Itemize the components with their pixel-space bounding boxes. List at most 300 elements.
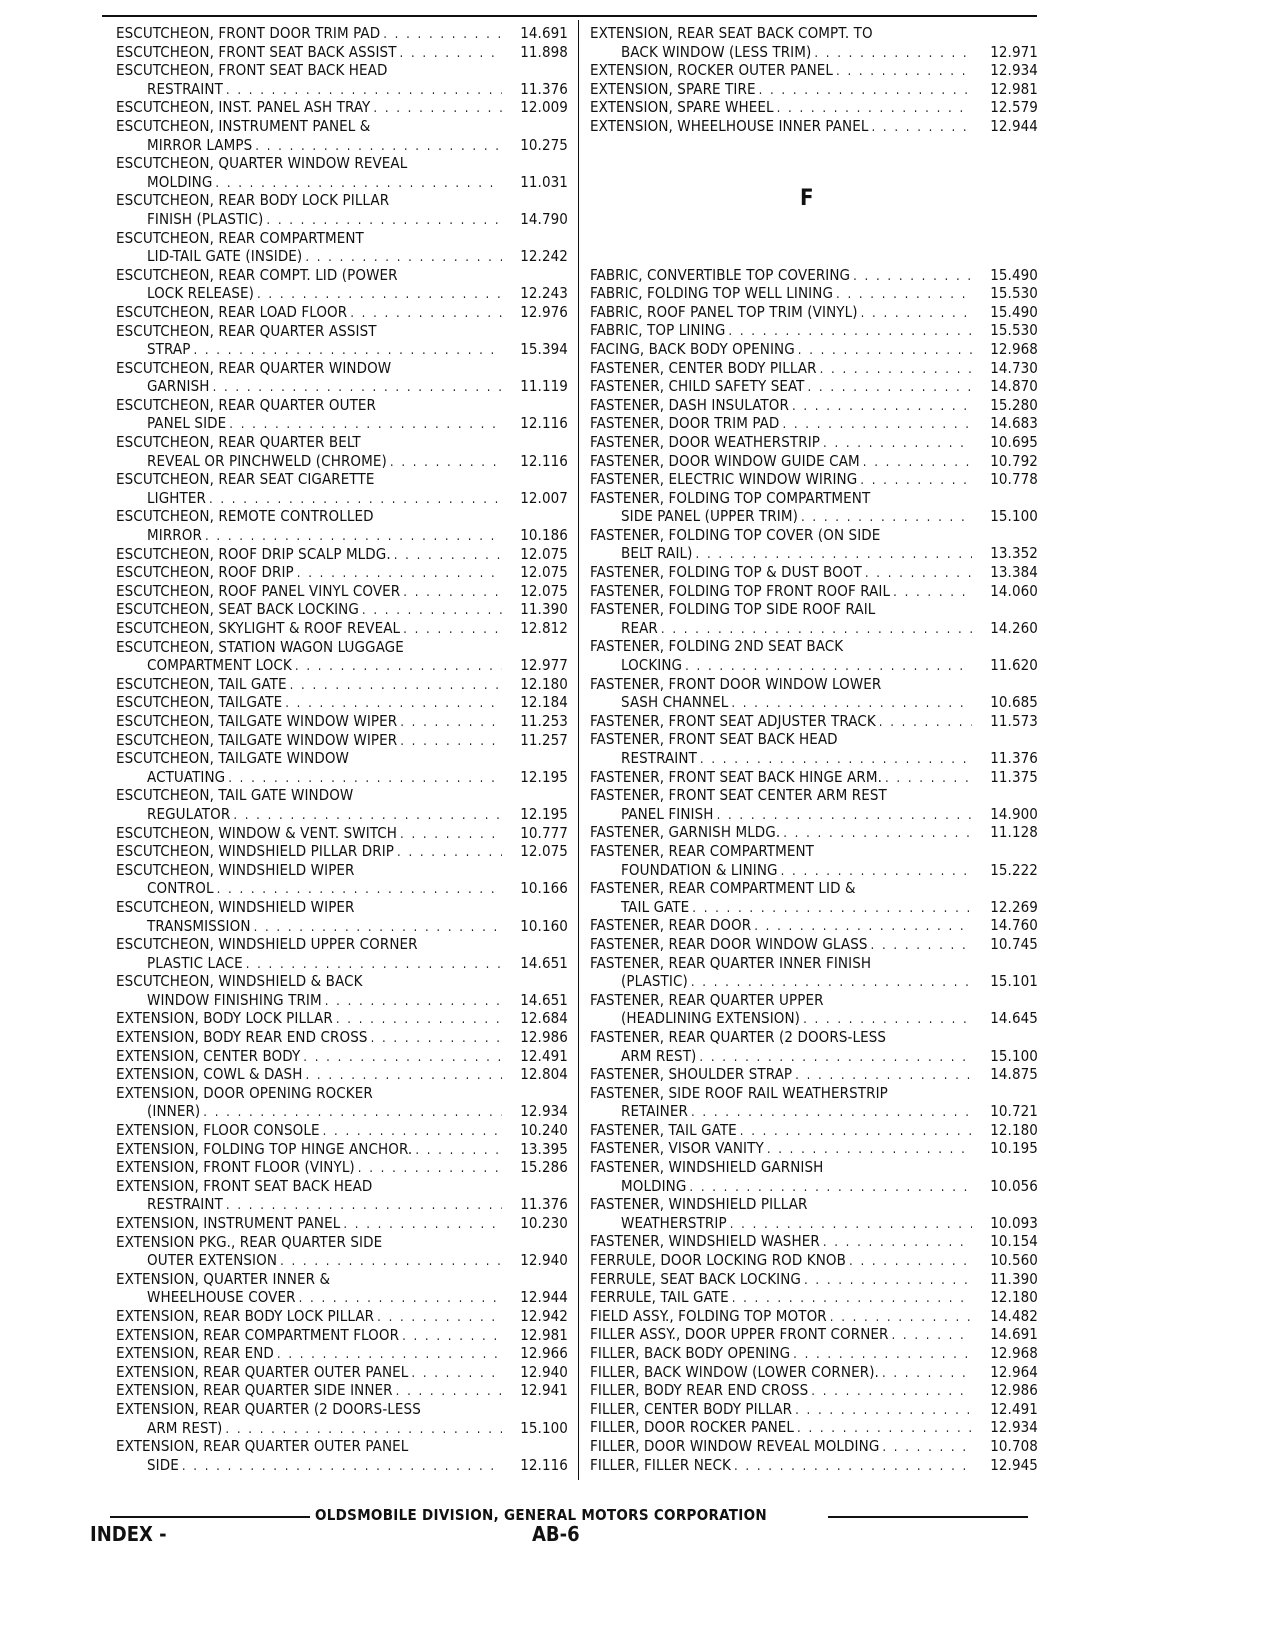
reference-number: 15.100 xyxy=(520,1418,568,1437)
index-entry xyxy=(590,1325,1038,1344)
reference-number: 12.942 xyxy=(520,1306,568,1325)
dot-leader xyxy=(699,1049,972,1066)
reference-number: 11.620 xyxy=(990,656,1038,675)
entry-text: FILLER ASSY., DOOR UPPER FRONT CORNER xyxy=(590,1325,889,1344)
entry-text: EXTENSION, REAR END xyxy=(116,1344,274,1363)
entry-heading-line xyxy=(116,24,568,43)
entry-text: REGULATOR xyxy=(147,804,231,823)
dot-leader xyxy=(182,1458,502,1475)
reference-number: 12.075 xyxy=(520,563,568,582)
entry-continuation-line xyxy=(116,489,568,508)
entry-text: ESCUTCHEON, FRONT DOOR TRIM PAD xyxy=(116,24,381,42)
dot-leader xyxy=(255,138,502,155)
entry-continuation-line xyxy=(116,768,568,787)
entry-heading-line xyxy=(116,898,568,917)
index-entry xyxy=(590,1400,1038,1419)
entry-heading-line xyxy=(590,1158,1038,1177)
dot-leader xyxy=(689,1179,972,1196)
index-entry xyxy=(116,749,568,786)
entry-text: FASTENER, VISOR VANITY xyxy=(590,1139,764,1158)
dot-leader xyxy=(305,1067,502,1084)
entry-text: FASTENER, REAR QUARTER UPPER xyxy=(590,990,824,1009)
dot-leader xyxy=(336,1011,502,1028)
dot-leader xyxy=(305,249,502,266)
entry-text: EXTENSION, FRONT FLOOR (VINYL) xyxy=(116,1158,355,1177)
index-entry xyxy=(116,786,568,823)
entry-text: ESCUTCHEON, WINDSHIELD & BACK xyxy=(116,972,363,991)
entry-continuation-line xyxy=(116,1195,568,1214)
entry-continuation-line xyxy=(590,805,1038,824)
index-entry xyxy=(590,24,1038,61)
index-entry xyxy=(590,935,1038,954)
reference-number: 12.804 xyxy=(520,1065,568,1084)
dot-leader xyxy=(297,565,502,582)
reference-number: 11.257 xyxy=(520,730,568,749)
index-entry xyxy=(590,1139,1038,1158)
entry-text: STRAP xyxy=(147,340,191,359)
index-entry xyxy=(590,117,1038,136)
index-entry xyxy=(590,284,1038,303)
entry-heading-line xyxy=(116,507,568,526)
entry-heading-line xyxy=(590,1344,1038,1363)
entry-heading-line xyxy=(116,619,568,638)
dot-leader xyxy=(402,1328,502,1345)
reference-number: 14.060 xyxy=(990,581,1038,600)
entry-text: FILLER, DOOR ROCKER PANEL xyxy=(590,1418,795,1437)
entry-heading-line xyxy=(590,1307,1038,1326)
entry-text: ESCUTCHEON, REAR QUARTER BELT xyxy=(116,433,361,452)
index-entry xyxy=(590,563,1038,582)
dot-leader xyxy=(229,416,502,433)
entry-heading-line xyxy=(590,1121,1038,1140)
index-entry xyxy=(116,1009,568,1028)
entry-heading-line xyxy=(116,1400,568,1419)
entry-heading-line xyxy=(590,414,1038,433)
reference-number: 10.695 xyxy=(990,432,1038,451)
entry-heading-line xyxy=(590,80,1038,99)
reference-number: 12.981 xyxy=(990,79,1038,98)
dot-leader xyxy=(717,807,972,824)
index-entry xyxy=(116,1121,568,1140)
dot-leader xyxy=(254,919,502,936)
dot-leader xyxy=(861,305,972,322)
index-entry xyxy=(590,303,1038,322)
entry-text: PLASTIC LACE xyxy=(147,953,243,972)
reference-number: 12.986 xyxy=(990,1381,1038,1400)
entry-heading-line xyxy=(590,61,1038,80)
entry-heading-line xyxy=(116,191,568,210)
index-entry xyxy=(590,991,1038,1028)
reference-number: 10.708 xyxy=(990,1436,1038,1455)
reference-number: 13.395 xyxy=(520,1139,568,1158)
index-entry xyxy=(116,433,568,470)
index-entry xyxy=(590,470,1038,489)
entry-continuation-line xyxy=(116,284,568,303)
dot-leader xyxy=(782,416,972,433)
entry-text: RETAINER xyxy=(621,1102,688,1121)
reference-number: 14.790 xyxy=(520,209,568,228)
reference-number: 12.007 xyxy=(520,488,568,507)
dot-leader xyxy=(808,379,973,396)
entry-text: EXTENSION, REAR COMPARTMENT FLOOR xyxy=(116,1325,400,1344)
entry-continuation-line xyxy=(590,656,1038,675)
reference-number: 15.101 xyxy=(990,972,1038,991)
entry-text: EXTENSION, REAR QUARTER OUTER PANEL xyxy=(116,1362,409,1381)
entry-text: FASTENER, FRONT SEAT CENTER ARM REST xyxy=(590,786,887,805)
dot-leader xyxy=(228,770,502,787)
entry-text: FASTENER, WINDSHIELD PILLAR xyxy=(590,1195,808,1214)
index-entry xyxy=(116,1028,568,1047)
index-entry xyxy=(116,117,568,154)
entry-continuation-line xyxy=(116,80,568,99)
reference-number: 10.154 xyxy=(990,1232,1038,1251)
reference-number: 12.269 xyxy=(990,897,1038,916)
entry-heading-line xyxy=(590,768,1038,787)
entry-heading-line xyxy=(590,1084,1038,1103)
reference-number: 12.195 xyxy=(520,767,568,786)
index-entry xyxy=(116,1344,568,1363)
entry-heading-line xyxy=(590,470,1038,489)
entry-heading-line xyxy=(116,600,568,619)
reference-number: 10.777 xyxy=(520,823,568,842)
dot-leader xyxy=(759,82,972,99)
entry-heading-line xyxy=(116,1121,568,1140)
entry-text: (PLASTIC) xyxy=(621,972,688,991)
entry-heading-line xyxy=(590,1195,1038,1214)
entry-text: ESCUTCHEON, INST. PANEL ASH TRAY xyxy=(116,98,371,117)
reference-number: 15.490 xyxy=(990,265,1038,284)
dot-leader xyxy=(849,1253,972,1270)
entry-heading-line xyxy=(116,303,568,322)
dot-leader xyxy=(400,714,502,731)
entry-text: FASTENER, FRONT DOOR WINDOW LOWER xyxy=(590,674,882,693)
reference-number: 11.031 xyxy=(520,172,568,191)
entry-text: ESCUTCHEON, REAR QUARTER ASSIST xyxy=(116,321,377,340)
index-entry xyxy=(590,1251,1038,1270)
reference-number: 12.934 xyxy=(990,1418,1038,1437)
entry-heading-line xyxy=(590,1418,1038,1437)
reference-number: 14.645 xyxy=(990,1009,1038,1028)
entry-heading-line xyxy=(116,861,568,880)
reference-number: 14.691 xyxy=(520,24,568,42)
entry-heading-line xyxy=(590,1139,1038,1158)
entry-text: EXTENSION, FOLDING TOP HINGE ANCHOR. xyxy=(116,1139,413,1158)
dot-leader xyxy=(865,565,972,582)
entry-continuation-line xyxy=(590,1102,1038,1121)
entry-heading-line xyxy=(590,675,1038,694)
dot-leader xyxy=(394,547,502,564)
section-letter: F xyxy=(800,186,814,211)
dot-leader xyxy=(781,863,972,880)
entry-heading-line xyxy=(590,954,1038,973)
entry-text: ESCUTCHEON, FRONT SEAT BACK ASSIST xyxy=(116,42,397,61)
entry-text: FACING, BACK BODY OPENING xyxy=(590,339,795,358)
entry-text: FASTENER, FOLDING TOP COVER (ON SIDE xyxy=(590,525,881,544)
dot-leader xyxy=(830,1309,972,1326)
entry-heading-line xyxy=(116,322,568,341)
dot-leader xyxy=(277,1346,502,1363)
dot-leader xyxy=(792,398,972,415)
reference-number: 14.870 xyxy=(990,377,1038,396)
entry-continuation-line xyxy=(590,619,1038,638)
entry-heading-line xyxy=(590,1065,1038,1084)
entry-text: REVEAL OR PINCHWELD (CHROME) xyxy=(147,451,387,470)
entry-text: ESCUTCHEON, QUARTER WINDOW REVEAL xyxy=(116,154,408,173)
entry-text: EXTENSION, COWL & DASH xyxy=(116,1065,303,1084)
entry-text: EXTENSION, INSTRUMENT PANEL xyxy=(116,1214,341,1232)
entry-heading-line xyxy=(590,359,1038,378)
entry-text: FILLER, BACK BODY OPENING xyxy=(590,1344,791,1362)
index-entry xyxy=(590,823,1038,842)
dot-leader xyxy=(295,658,502,675)
entry-heading-line xyxy=(590,823,1038,842)
index-entry xyxy=(116,824,568,843)
index-entry xyxy=(116,861,568,898)
index-entry xyxy=(116,396,568,433)
entry-text: FASTENER, REAR QUARTER (2 DOORS-LESS xyxy=(590,1027,887,1046)
entry-text: ESCUTCHEON, TAIL GATE WINDOW xyxy=(116,786,354,805)
reference-number: 14.260 xyxy=(990,618,1038,637)
reference-number: 12.009 xyxy=(520,98,568,117)
reference-number: 12.116 xyxy=(520,451,568,470)
index-entry xyxy=(116,1084,568,1121)
entry-text: RESTRAINT xyxy=(147,1195,223,1214)
entry-text: ESCUTCHEON, ROOF PANEL VINYL COVER xyxy=(116,581,401,600)
index-entry xyxy=(116,600,568,619)
index-entry xyxy=(590,1307,1038,1326)
reference-number: 14.875 xyxy=(990,1065,1038,1084)
reference-number: 10.230 xyxy=(520,1214,568,1232)
index-entry xyxy=(590,396,1038,415)
entry-text: FABRIC, CONVERTIBLE TOP COVERING xyxy=(590,265,851,284)
reference-number: 12.940 xyxy=(520,1362,568,1381)
entry-continuation-line xyxy=(116,526,568,545)
index-entry xyxy=(590,1270,1038,1289)
entry-continuation-line xyxy=(116,210,568,229)
entry-text: RESTRAINT xyxy=(147,79,223,98)
dot-leader xyxy=(860,472,972,489)
reference-number: 12.976 xyxy=(520,302,568,321)
entry-text: FASTENER, REAR COMPARTMENT xyxy=(590,841,815,860)
entry-heading-line xyxy=(590,1437,1038,1456)
index-entry xyxy=(590,916,1038,935)
index-entry xyxy=(590,1158,1038,1195)
index-entry xyxy=(116,935,568,972)
index-entry xyxy=(116,303,568,322)
index-entry xyxy=(590,954,1038,991)
index-entry xyxy=(590,1065,1038,1084)
reference-number: 12.968 xyxy=(990,1344,1038,1362)
dot-leader xyxy=(797,1420,972,1437)
index-entry xyxy=(590,266,1038,285)
entry-heading-line xyxy=(116,154,568,173)
dot-leader xyxy=(734,1458,972,1475)
entry-heading-line xyxy=(590,1028,1038,1047)
dot-leader xyxy=(728,323,972,340)
entry-heading-line xyxy=(590,879,1038,898)
entry-text: FILLER, BACK WINDOW (LOWER CORNER). xyxy=(590,1362,879,1381)
dot-leader xyxy=(193,342,502,359)
entry-heading-line xyxy=(590,433,1038,452)
entry-heading-line xyxy=(116,1140,568,1159)
entry-heading-line xyxy=(590,526,1038,545)
dot-leader xyxy=(371,1030,502,1047)
dot-leader xyxy=(823,435,972,452)
reference-number: 12.977 xyxy=(520,656,568,675)
entry-text: WEATHERSTRIP xyxy=(621,1213,727,1232)
entry-text: ESCUTCHEON, ROOF DRIP xyxy=(116,563,294,582)
reference-number: 15.530 xyxy=(990,284,1038,303)
entry-text: ESCUTCHEON, TAILGATE WINDOW WIPER xyxy=(116,711,398,730)
index-entry xyxy=(116,619,568,638)
reference-number: 10.166 xyxy=(520,879,568,898)
index-entry xyxy=(116,712,568,731)
entry-text: ESCUTCHEON, REAR LOAD FLOOR xyxy=(116,302,348,321)
reference-number: 12.945 xyxy=(990,1455,1038,1474)
entry-text: FASTENER, FRONT SEAT BACK HINGE ARM. xyxy=(590,767,882,786)
entry-heading-line xyxy=(116,731,568,750)
entry-text: SIDE PANEL (UPPER TRIM) xyxy=(621,507,798,526)
dot-leader xyxy=(377,1309,502,1326)
reference-number: 12.180 xyxy=(990,1120,1038,1139)
dot-leader xyxy=(732,1290,972,1307)
dot-leader xyxy=(814,45,972,62)
entry-text: FERRULE, TAIL GATE xyxy=(590,1288,729,1307)
dot-leader xyxy=(754,918,972,935)
reference-number: 12.934 xyxy=(990,61,1038,80)
entry-text: ESCUTCHEON, REAR COMPT. LID (POWER xyxy=(116,265,398,284)
entry-text: ESCUTCHEON, TAILGATE xyxy=(116,693,283,712)
index-entry xyxy=(116,24,568,43)
dot-leader xyxy=(213,379,502,396)
reference-number: 10.240 xyxy=(520,1121,568,1140)
entry-continuation-line xyxy=(116,954,568,973)
entry-text: FINISH (PLASTIC) xyxy=(147,209,264,228)
entry-continuation-line xyxy=(116,1102,568,1121)
index-entry xyxy=(116,229,568,266)
entry-text: ESCUTCHEON, WINDSHIELD PILLAR DRIP xyxy=(116,842,395,861)
entry-heading-line xyxy=(590,991,1038,1010)
dot-leader xyxy=(661,621,972,638)
entry-text: FASTENER, REAR COMPARTMENT LID & xyxy=(590,879,856,898)
reference-number: 11.898 xyxy=(520,42,568,61)
right-column xyxy=(590,24,1038,1474)
entry-text: BACK WINDOW (LESS TRIM) xyxy=(621,42,812,61)
index-entry xyxy=(116,1065,568,1084)
dot-leader xyxy=(804,1272,972,1289)
entry-text: FASTENER, DOOR WINDOW GUIDE CAM xyxy=(590,451,860,470)
index-entry xyxy=(590,675,1038,712)
entry-heading-line xyxy=(116,935,568,954)
index-entry xyxy=(590,637,1038,674)
footer-rule-left xyxy=(110,1516,310,1518)
entry-text: MIRROR xyxy=(147,526,202,545)
dot-leader xyxy=(217,881,502,898)
entry-text: ESCUTCHEON, WINDSHIELD WIPER xyxy=(116,897,355,916)
dot-leader xyxy=(783,825,972,842)
entry-text: FERRULE, SEAT BACK LOCKING xyxy=(590,1269,801,1288)
entry-text: ESCUTCHEON, TAILGATE WINDOW WIPER xyxy=(116,730,398,749)
reference-number: 12.242 xyxy=(520,247,568,266)
entry-heading-line xyxy=(590,1232,1038,1251)
entry-text: FABRIC, TOP LINING xyxy=(590,321,726,340)
reference-number: 12.966 xyxy=(520,1344,568,1363)
dot-leader xyxy=(685,658,972,675)
reference-number: 13.352 xyxy=(990,544,1038,563)
dot-leader xyxy=(820,361,972,378)
dot-leader xyxy=(777,100,972,117)
entry-text: ESCUTCHEON, SKYLIGHT & ROOF REVEAL xyxy=(116,619,401,637)
entry-heading-line xyxy=(116,1084,568,1103)
entry-text: LOCKING xyxy=(621,656,683,675)
reference-number: 15.490 xyxy=(990,302,1038,321)
index-entry xyxy=(116,1326,568,1345)
entry-heading-line xyxy=(116,1214,568,1233)
reference-number: 11.573 xyxy=(990,711,1038,730)
index-entry xyxy=(116,1400,568,1437)
index-entry xyxy=(590,712,1038,731)
index-entry xyxy=(590,377,1038,396)
dot-leader xyxy=(350,305,502,322)
entry-text: FASTENER, GARNISH MLDG. xyxy=(590,823,781,842)
reference-number: 12.243 xyxy=(520,284,568,303)
reference-number: 15.286 xyxy=(520,1158,568,1177)
index-entry xyxy=(116,1381,568,1400)
index-entry xyxy=(590,98,1038,117)
entry-heading-line xyxy=(116,1177,568,1196)
dot-leader xyxy=(400,45,502,62)
dot-leader xyxy=(373,100,502,117)
entry-text: ESCUTCHEON, SEAT BACK LOCKING xyxy=(116,600,359,619)
reference-number: 15.530 xyxy=(990,321,1038,340)
reference-number: 14.691 xyxy=(990,1325,1038,1344)
entry-heading-line xyxy=(590,1400,1038,1419)
entry-text: ESCUTCHEON, STATION WAGON LUGGAGE xyxy=(116,637,404,656)
entry-text: EXTENSION, REAR BODY LOCK PILLAR xyxy=(116,1306,375,1325)
dot-leader xyxy=(209,491,502,508)
entry-heading-line xyxy=(590,452,1038,471)
entry-heading-line xyxy=(590,340,1038,359)
entry-text: FILLER, DOOR WINDOW REVEAL MOLDING xyxy=(590,1436,880,1455)
reference-number: 10.792 xyxy=(990,451,1038,470)
reference-number: 12.971 xyxy=(990,42,1038,61)
entry-continuation-line xyxy=(116,340,568,359)
dot-leader xyxy=(390,454,502,471)
entry-text: FASTENER, FOLDING TOP FRONT ROOF RAIL xyxy=(590,581,891,600)
index-entry xyxy=(590,768,1038,787)
index-entry xyxy=(116,1047,568,1066)
entry-continuation-line xyxy=(590,1009,1038,1028)
entry-text: FASTENER, FOLDING TOP COMPARTMENT xyxy=(590,488,871,507)
reference-number: 10.160 xyxy=(520,916,568,935)
entry-text: FASTENER, FOLDING 2ND SEAT BACK xyxy=(590,637,844,656)
entry-text: FASTENER, FOLDING TOP & DUST BOOT xyxy=(590,563,862,582)
dot-leader xyxy=(893,584,972,601)
reference-number: 14.900 xyxy=(990,804,1038,823)
dot-leader xyxy=(215,175,502,192)
entry-heading-line xyxy=(116,1270,568,1289)
dot-leader xyxy=(397,844,502,861)
reference-number: 10.186 xyxy=(520,526,568,545)
entry-text: FILLER, FILLER NECK xyxy=(590,1455,731,1474)
entry-text: CONTROL xyxy=(147,879,214,898)
entry-text: EXTENSION PKG., REAR QUARTER SIDE xyxy=(116,1232,383,1251)
entry-text: FIELD ASSY., FOLDING TOP MOTOR xyxy=(590,1306,827,1325)
dot-leader xyxy=(692,900,972,917)
entry-heading-line xyxy=(116,1381,568,1400)
entry-heading-line xyxy=(590,563,1038,582)
entry-text: EXTENSION, FLOOR CONSOLE xyxy=(116,1121,320,1140)
